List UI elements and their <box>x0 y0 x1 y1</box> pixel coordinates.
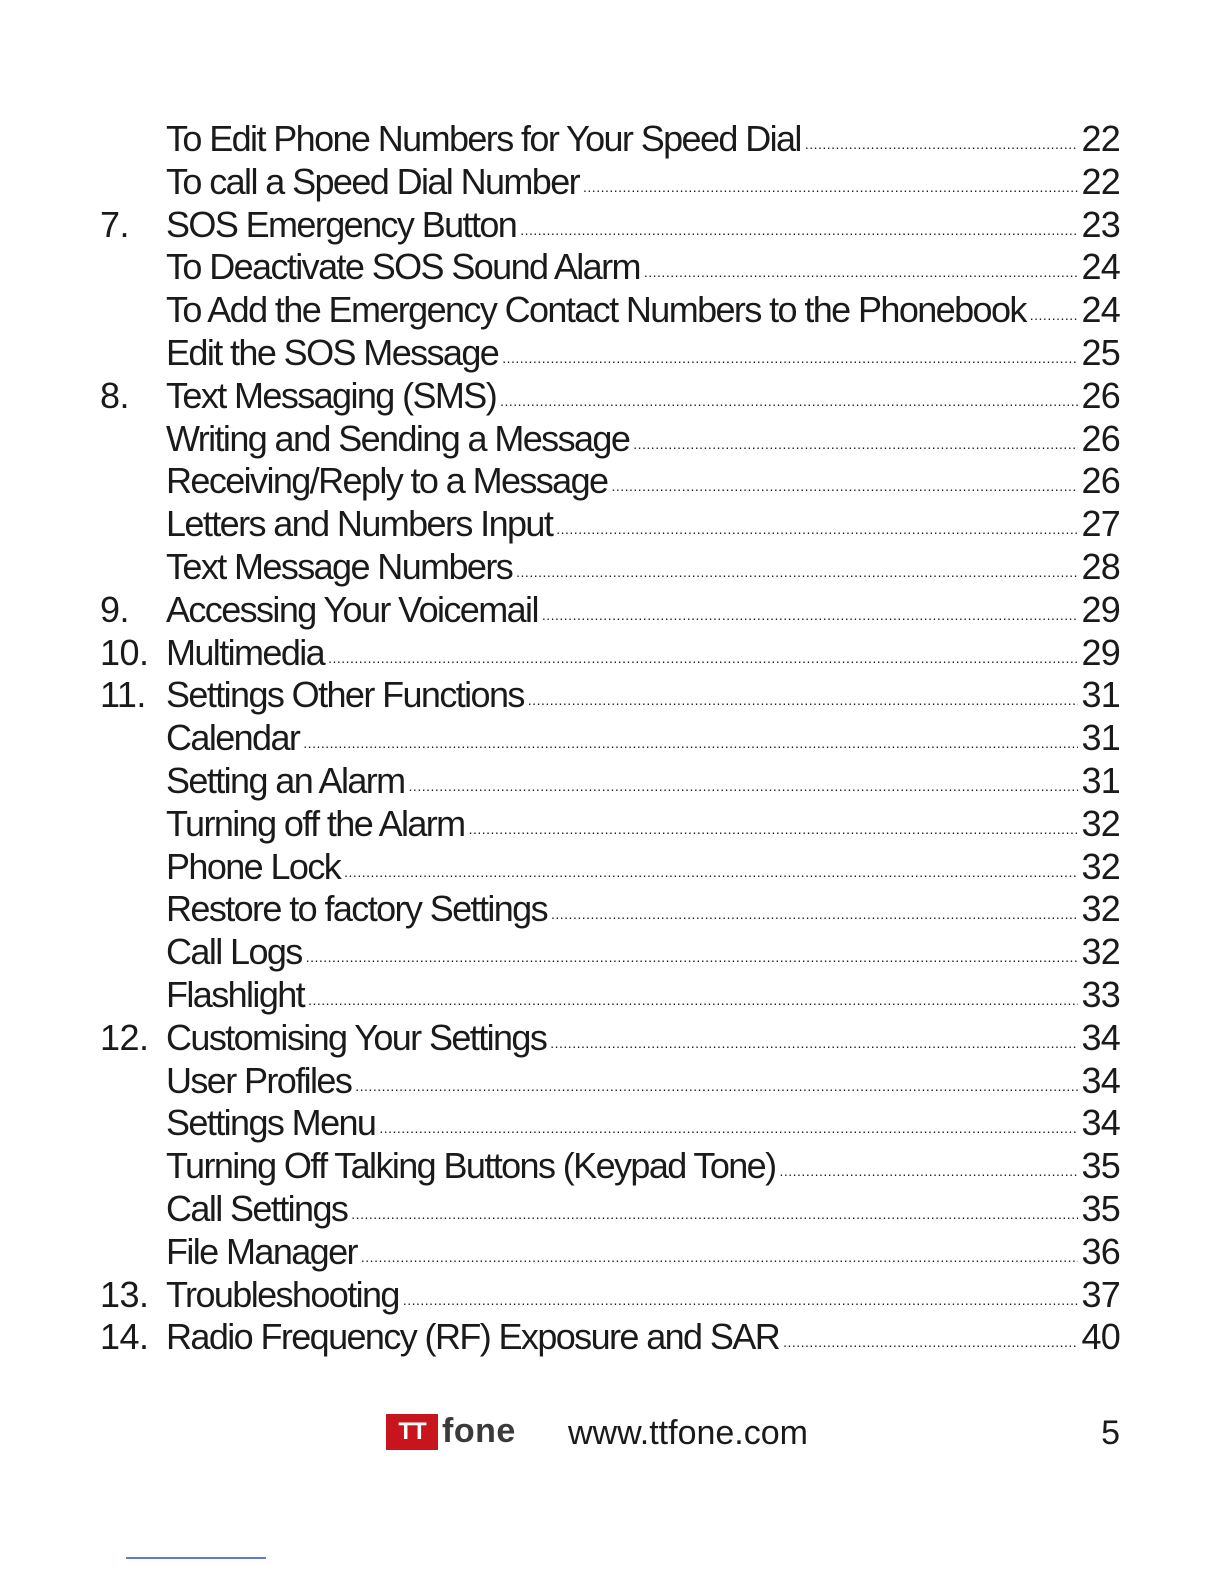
toc-entry-title: User Profiles <box>166 1059 352 1101</box>
toc-dot-leader <box>308 979 1077 1022</box>
toc-dot-leader <box>351 1193 1077 1236</box>
ttfone-logo <box>386 1412 516 1451</box>
table-of-contents <box>100 118 1120 1359</box>
toc-dot-leader <box>379 1107 1077 1150</box>
toc-entry-page: 32 <box>1081 888 1120 930</box>
toc-dot-leader <box>500 380 1077 423</box>
toc-entry-title: Receiving/Reply to a Message <box>166 460 608 502</box>
toc-entry[interactable] <box>100 589 1120 632</box>
toc-dot-leader <box>355 1065 1077 1108</box>
toc-entry-number: 8. <box>100 374 130 416</box>
toc-dot-leader <box>306 936 1078 979</box>
toc-entry[interactable] <box>100 418 1120 461</box>
toc-entry-page: 23 <box>1081 203 1120 245</box>
toc-entry-page: 33 <box>1081 973 1120 1015</box>
toc-dot-leader <box>502 337 1077 380</box>
toc-dot-leader <box>550 1022 1077 1065</box>
page-number: 5 <box>1101 1414 1120 1452</box>
toc-entry-title: Settings Other Functions <box>166 674 524 716</box>
toc-dot-leader <box>520 209 1077 252</box>
toc-entry[interactable] <box>100 1102 1120 1145</box>
toc-entry-page: 31 <box>1081 717 1120 759</box>
toc-entry-title: Customising Your Settings <box>166 1016 547 1058</box>
logo-box: TT <box>386 1414 438 1450</box>
toc-dot-leader <box>542 594 1078 637</box>
toc-entry-title: To call a Speed Dial Number <box>166 160 580 202</box>
page-footer <box>0 1410 1224 1460</box>
toc-dot-leader <box>805 123 1078 166</box>
toc-entry[interactable] <box>100 1274 1120 1317</box>
toc-dot-leader <box>469 808 1078 851</box>
toc-entry[interactable] <box>100 546 1120 589</box>
toc-entry[interactable] <box>100 1231 1120 1274</box>
toc-entry-page: 26 <box>1081 417 1120 459</box>
toc-entry[interactable] <box>100 332 1120 375</box>
toc-dot-leader <box>1030 294 1078 337</box>
toc-entry-page: 26 <box>1081 460 1120 502</box>
toc-entry[interactable] <box>100 1060 1120 1103</box>
website-url[interactable]: www.ttfone.com <box>568 1414 808 1452</box>
toc-dot-leader <box>409 765 1078 808</box>
toc-dot-leader <box>556 508 1077 551</box>
toc-entry-page: 35 <box>1081 1145 1120 1187</box>
toc-entry[interactable] <box>100 289 1120 332</box>
toc-entry-title: Call Logs <box>166 931 302 973</box>
toc-entry[interactable] <box>100 246 1120 289</box>
toc-entry-title: Call Settings <box>166 1187 348 1229</box>
toc-entry-page: 26 <box>1081 374 1120 416</box>
toc-entry-page: 29 <box>1081 631 1120 673</box>
toc-entry[interactable] <box>100 1145 1120 1188</box>
toc-entry[interactable] <box>100 1188 1120 1231</box>
toc-entry[interactable] <box>100 118 1120 161</box>
toc-entry[interactable] <box>100 161 1120 204</box>
toc-entry-page: 34 <box>1081 1016 1120 1058</box>
toc-entry-page: 22 <box>1081 160 1120 202</box>
toc-entry[interactable] <box>100 846 1120 889</box>
toc-dot-leader <box>551 893 1078 936</box>
toc-dot-leader <box>303 722 1077 765</box>
toc-entry-page: 31 <box>1081 759 1120 801</box>
toc-entry-title: Turning off the Alarm <box>166 802 465 844</box>
logo-word: fone <box>442 1412 516 1450</box>
toc-entry-page: 24 <box>1081 289 1120 331</box>
toc-entry-title: Calendar <box>166 717 300 759</box>
toc-entry-title: To Add the Emergency Contact Numbers to the Phonebook <box>166 289 1026 331</box>
toc-entry-title: Troubleshooting <box>166 1273 399 1315</box>
toc-dot-leader <box>633 423 1077 466</box>
toc-entry[interactable] <box>100 760 1120 803</box>
toc-entry-number: 11. <box>100 674 146 716</box>
toc-entry[interactable] <box>100 931 1120 974</box>
toc-entry-title: Letters and Numbers Input <box>166 503 553 545</box>
toc-entry[interactable] <box>100 632 1120 675</box>
toc-entry-title: To Edit Phone Numbers for Your Speed Dial <box>166 118 801 159</box>
toc-dot-leader <box>328 637 1077 680</box>
toc-entry-title: Multimedia <box>166 631 325 673</box>
toc-entry-number: 14. <box>100 1316 149 1358</box>
toc-entry[interactable] <box>100 803 1120 846</box>
toc-entry-title: Turning Off Talking Buttons (Keypad Tone) <box>166 1145 776 1187</box>
toc-entry-page: 34 <box>1081 1102 1120 1144</box>
toc-entry-number: 12. <box>100 1016 149 1058</box>
toc-entry-title: Phone Lock <box>166 845 341 887</box>
toc-entry[interactable] <box>100 1316 1120 1359</box>
toc-entry-title: To Deactivate SOS Sound Alarm <box>166 246 640 288</box>
toc-entry-number: 7. <box>100 203 130 245</box>
toc-entry[interactable] <box>100 1017 1120 1060</box>
toc-entry-page: 25 <box>1081 331 1120 373</box>
toc-entry[interactable] <box>100 717 1120 760</box>
toc-entry-title: Flashlight <box>166 973 305 1015</box>
toc-dot-leader <box>611 465 1077 508</box>
toc-entry-page: 31 <box>1081 674 1120 716</box>
toc-entry-title: Restore to factory Settings <box>166 888 547 930</box>
toc-entry-page: 27 <box>1081 503 1120 545</box>
toc-entry-title: Accessing Your Voicemail <box>166 588 538 630</box>
toc-entry-page: 22 <box>1081 118 1120 159</box>
toc-dot-leader <box>516 551 1077 594</box>
toc-entry[interactable] <box>100 674 1120 717</box>
toc-dot-leader <box>779 1150 1077 1193</box>
toc-entry[interactable] <box>100 503 1120 546</box>
toc-entry-page: 37 <box>1081 1273 1120 1315</box>
toc-entry-title: Writing and Sending a Message <box>166 417 630 459</box>
toc-entry-number: 13. <box>100 1273 149 1315</box>
toc-entry[interactable] <box>100 888 1120 931</box>
toc-dot-leader <box>361 1236 1078 1279</box>
toc-dot-leader <box>783 1321 1077 1364</box>
toc-entry-title: Settings Menu <box>166 1102 376 1144</box>
toc-entry-page: 28 <box>1081 545 1120 587</box>
toc-dot-leader <box>344 851 1077 894</box>
toc-entry-page: 32 <box>1081 802 1120 844</box>
toc-dot-leader <box>583 166 1078 209</box>
toc-entry-title: Text Message Numbers <box>166 545 513 587</box>
toc-dot-leader <box>403 1279 1078 1322</box>
toc-entry-page: 35 <box>1081 1187 1120 1229</box>
toc-entry-page: 32 <box>1081 845 1120 887</box>
toc-entry-page: 29 <box>1081 588 1120 630</box>
toc-entry-number: 10. <box>100 631 149 673</box>
toc-entry[interactable] <box>100 375 1120 418</box>
toc-entry-page: 36 <box>1081 1230 1120 1272</box>
toc-entry[interactable] <box>100 974 1120 1017</box>
toc-entry[interactable] <box>100 460 1120 503</box>
toc-dot-leader <box>528 679 1078 722</box>
toc-entry-title: File Manager <box>166 1230 357 1272</box>
toc-entry-title: Setting an Alarm <box>166 759 405 801</box>
bottom-divider <box>126 1557 266 1559</box>
toc-entry-title: Text Messaging (SMS) <box>166 374 497 416</box>
toc-entry-page: 40 <box>1081 1316 1120 1358</box>
toc-dot-leader <box>644 251 1078 294</box>
toc-entry-title: SOS Emergency Button <box>166 203 517 245</box>
toc-entry-title: Radio Frequency (RF) Exposure and SAR <box>166 1316 780 1358</box>
toc-entry-page: 24 <box>1081 246 1120 288</box>
toc-entry-page: 34 <box>1081 1059 1120 1101</box>
toc-entry-title: Edit the SOS Message <box>166 331 499 373</box>
toc-entry-number: 9. <box>100 588 130 630</box>
toc-entry[interactable] <box>100 204 1120 247</box>
toc-entry-page: 32 <box>1081 931 1120 973</box>
